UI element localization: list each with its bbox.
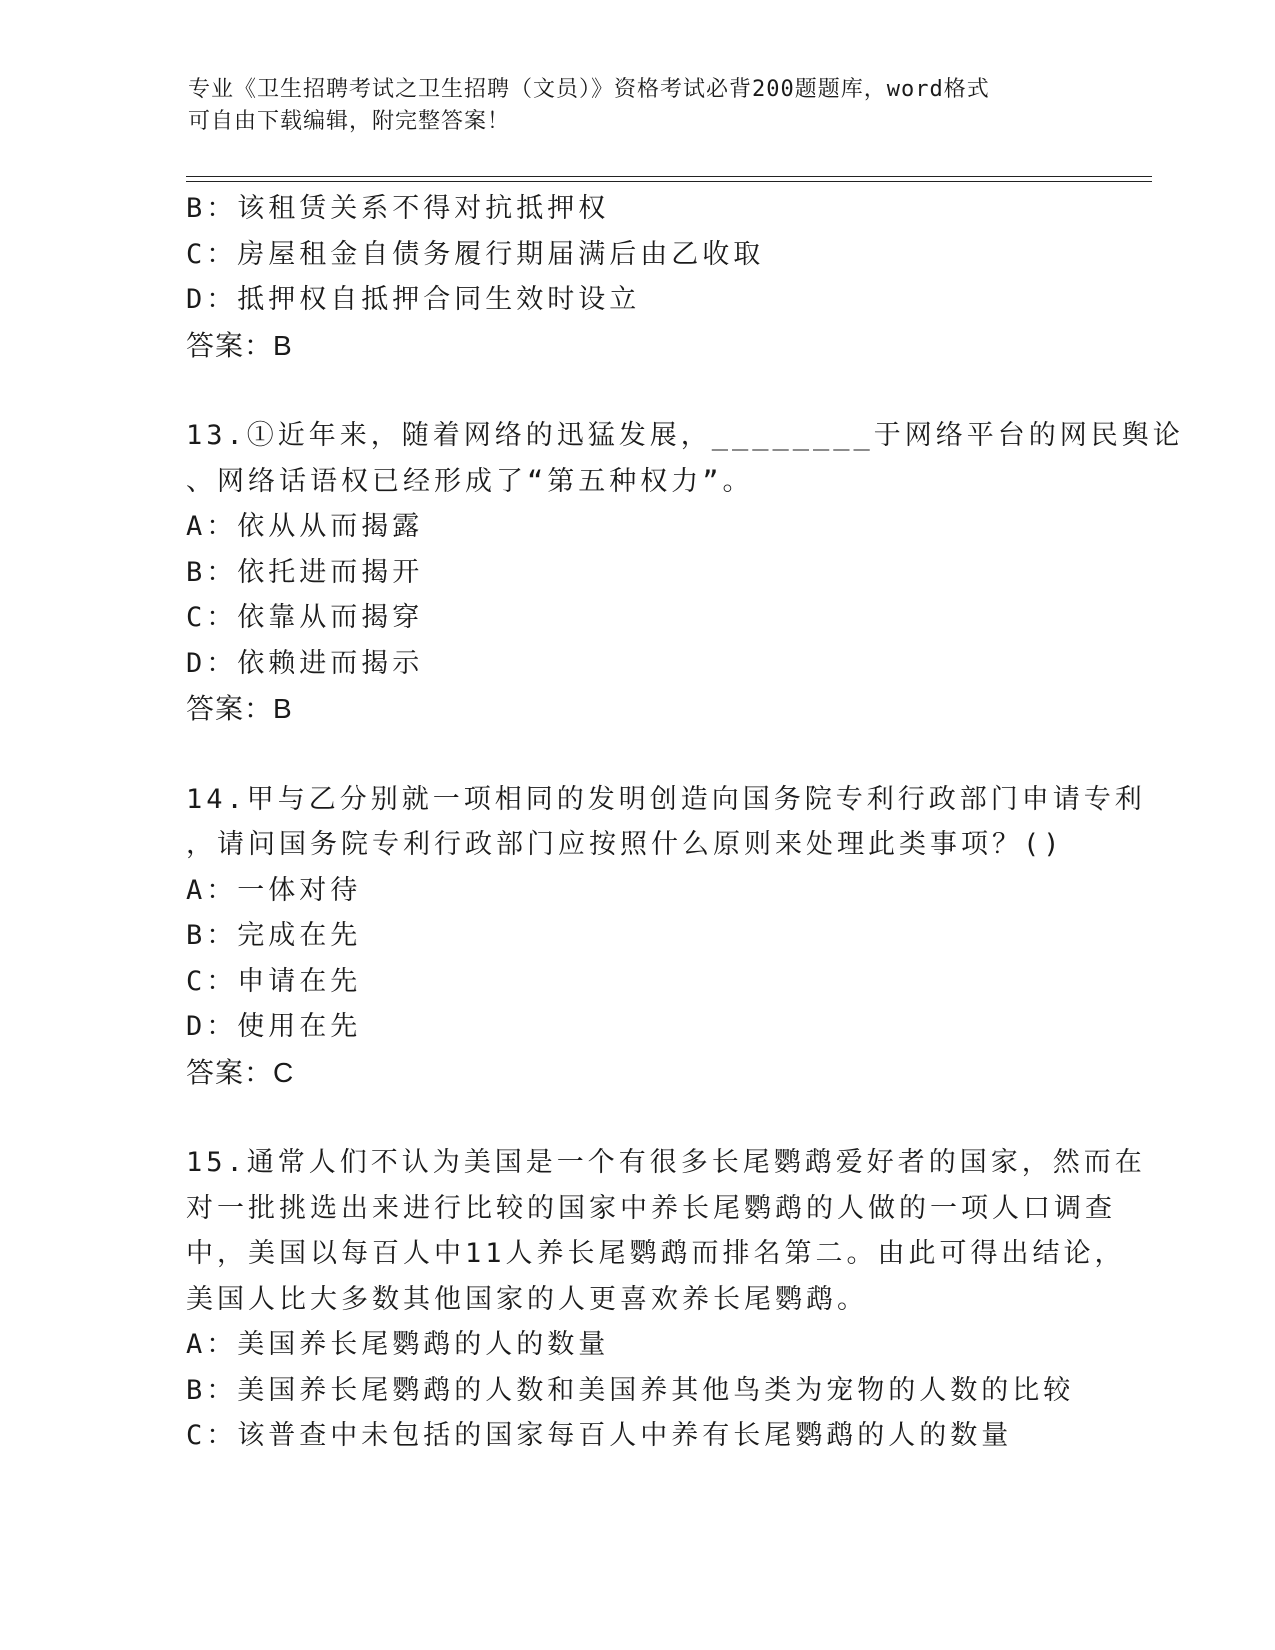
question-gap — [186, 732, 1086, 777]
option-d: D：抵押权自抵押合同生效时设立 — [186, 284, 641, 315]
answer: 答案：C — [186, 1056, 295, 1088]
question-stem-line: 美国人比大多数其他国家的人更喜欢养长尾鹦鹉。 — [186, 1283, 868, 1315]
question-stem-line: 14.甲与乙分别就一项相同的发明创造向国务院专利行政部门申请专利 — [186, 783, 1146, 815]
question-stem-line: ，请问国务院专利行政部门应按照什么原则来处理此类事项？() — [186, 829, 1064, 860]
header-rule-top — [186, 176, 1152, 177]
question-stem-line: 13.①近年来，随着网络的迅猛发展，________于网络平台的网民舆论 — [186, 420, 1184, 451]
option-d: D：使用在先 — [186, 1011, 362, 1042]
answer: 答案：B — [186, 329, 293, 361]
question-stem-line: 、网络话语权已经形成了“第五种权力”。 — [186, 465, 754, 497]
option-d: D：依赖进而揭示 — [186, 647, 424, 679]
question-stem-line: 对一批挑选出来进行比较的国家中养长尾鹦鹉的人做的一项人口调查 — [186, 1192, 1116, 1224]
header-rule-bottom — [186, 181, 1152, 182]
option-b: B：完成在先 — [186, 920, 362, 951]
option-b: B：该租赁关系不得对抗抵押权 — [186, 193, 610, 224]
question-gap — [186, 1095, 1086, 1140]
option-b: B：美国养长尾鹦鹉的人数和美国养其他鸟类为宠物的人数的比较 — [186, 1374, 1075, 1406]
question-gap — [186, 368, 1086, 413]
option-a: A：美国养长尾鹦鹉的人的数量 — [186, 1329, 610, 1360]
option-c: C：申请在先 — [186, 965, 362, 997]
question-stem-line: 15.通常人们不认为美国是一个有很多长尾鹦鹉爱好者的国家，然而在 — [186, 1147, 1146, 1178]
option-c: C：该普查中未包括的国家每百人中养有长尾鹦鹉的人的数量 — [186, 1420, 1013, 1451]
page-header — [188, 74, 1088, 138]
answer: 答案：B — [186, 693, 293, 724]
option-c: C：依靠从而揭穿 — [186, 602, 424, 633]
header-line-2: 可自由下载编辑，附完整答案！ — [188, 109, 511, 134]
option-c: C：房屋租金自债务履行期届满后由乙收取 — [186, 238, 765, 270]
question-12 — [186, 186, 1086, 368]
question-15 — [186, 1140, 1146, 1459]
option-a: A：一体对待 — [186, 874, 362, 906]
option-b: B：依托进而揭开 — [186, 556, 424, 588]
question-stem-line: 中，美国以每百人中11人养长尾鹦鹉而排名第二。由此可得出结论， — [186, 1238, 1126, 1269]
question-13 — [186, 413, 1184, 732]
header-line-1: 专业《卫生招聘考试之卫生招聘（文员）》资格考试必背200题题库，word格式 — [188, 77, 990, 102]
question-list — [186, 186, 1184, 1459]
question-14 — [186, 777, 1146, 1096]
option-a: A：依从从而揭露 — [186, 511, 424, 542]
